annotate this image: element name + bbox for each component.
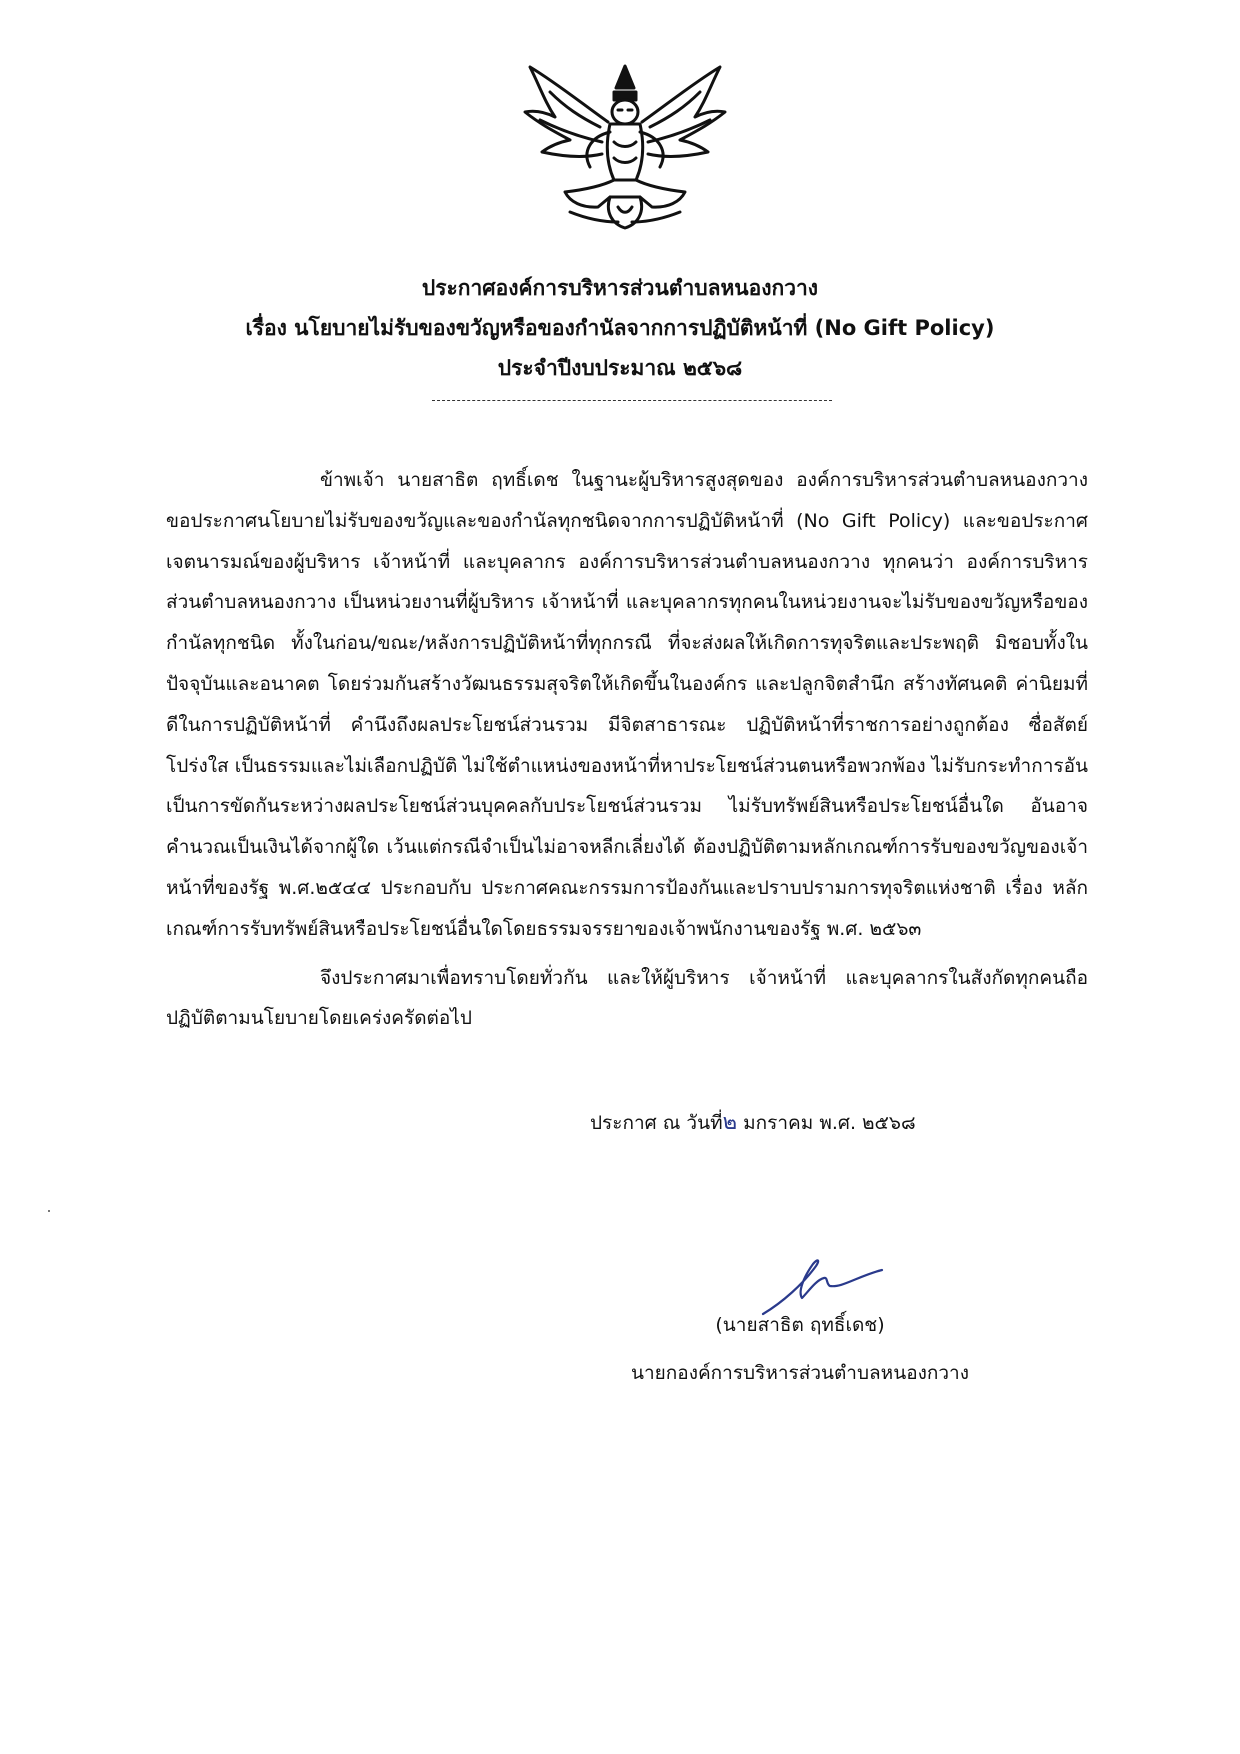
heading-title: ประกาศองค์การบริหารส่วนตำบลหนองกวาง (421, 276, 819, 300)
announcement-body (166, 460, 1088, 1039)
heading-divider (432, 400, 832, 401)
heading-subject: เรื่อง นโยบายไม่รับของขวัญหรือของกำนัลจากการปฏิบัติหน้าที่ (No Gift Policy) (245, 316, 995, 340)
dateline (590, 1103, 1010, 1143)
body-paragraph-1: ข้าพเจ้า นายสาธิต ฤทธิ์เดช ในฐานะผู้บริหารสูงสุดของ องค์การบริหารส่วนตำบลหนองกวาง ขอประกาศนโยบายไม่รับของขวัญและของกำนัลทุกชนิดจากการปฏิบัติหน้าที่ (No Gift Policy) และขอประกาศเจตนารมณ์ของผู้บริหาร เจ้าหน้าที่ และบุคลากร องค์การบริหารส่วนตำบลหนองกวาง ทุกคนว่า องค์การบริหารส่วนตำบลหนองกวาง เป็นหน่วยงานที่ผู้บริหาร เจ้าหน้าที่ และบุคลากรทุกคนในหน่วยงานจะไม่รับของขวัญหรือของกำนัลทุกชนิด ทั้งในก่อน/ขณะ/หลังการปฏิบัติหน้าที่ทุกกรณี ที่จะส่งผลให้เกิดการทุจริตและประพฤติ มิชอบทั้งในปัจจุบันและอนาคต โดยร่วมกันสร้างวัฒนธรรมสุจริตให้เกิดขึ้นในองค์กร และปลูกจิตสำนึก สร้างทัศนคติ ค่านิยมที่ดีในการปฏิบัติหน้าที่ คำนึงถึงผลประโยชน์ส่วนรวม มีจิตสาธารณะ ปฏิบัติหน้าที่ราชการอย่างถูกต้อง ซื่อสัตย์ โปร่งใส เป็นธรรมและไม่เลือกปฏิบัติ ไม่ใช้ตำแหน่งของหน้าที่หาประโยชน์ส่วนตนหรือพวกพ้อง ไม่รับกระทำการอันเป็นการขัดกันระหว่างผลประโยชน์ส่วนบุคคลกับประโยชน์ส่วนรวม ไม่รับทรัพย์สินหรือประโยชน์อื่นใด อันอาจคำนวณเป็นเงินได้จากผู้ใด เว้นแต่กรณีจำเป็นไม่อาจหลีกเลี่ยงได้ ต้องปฏิบัติตามหลักเกณฑ์การรับของขวัญของเจ้าหน้าที่ของรัฐ พ.ศ.๒๕๔๔ ประกอบกับ ประกาศคณะกรรมการป้องกันและปราบปรามการทุจริตแห่งชาติ เรื่อง หลักเกณฑ์การรับทรัพย์สินหรือประโยชน์อื่นใดโดยธรรมจรรยาของเจ้าพนักงานของรัฐ พ.ศ. ๒๕๖๓ (166, 469, 1088, 940)
body-paragraph-2: จึงประกาศมาเพื่อทราบโดยทั่วกัน และให้ผู้บริหาร เจ้าหน้าที่ และบุคลากรในสังกัดทุกคนถือปฏิบัติตามนโยบายโดยเคร่งครัดต่อไป (166, 966, 1088, 1030)
signatory-name: (นายสาธิต ฤทธิ์เดช) (715, 1314, 885, 1336)
heading-fiscal-year: ประจำปีงบประมาณ ๒๕๖๘ (497, 356, 743, 380)
announcement-heading (0, 268, 1240, 388)
dateline-suffix: มกราคม พ.ศ. ๒๕๖๘ (737, 1112, 916, 1134)
dateline-day: ๒ (722, 1110, 738, 1135)
signatory-position: นายกองค์การบริหารส่วนตำบลหนองกวาง (630, 1362, 970, 1384)
scan-speck (48, 1210, 50, 1212)
dateline-prefix: ประกาศ ณ วันที่ (590, 1112, 723, 1134)
garuda-emblem-icon (510, 62, 740, 232)
